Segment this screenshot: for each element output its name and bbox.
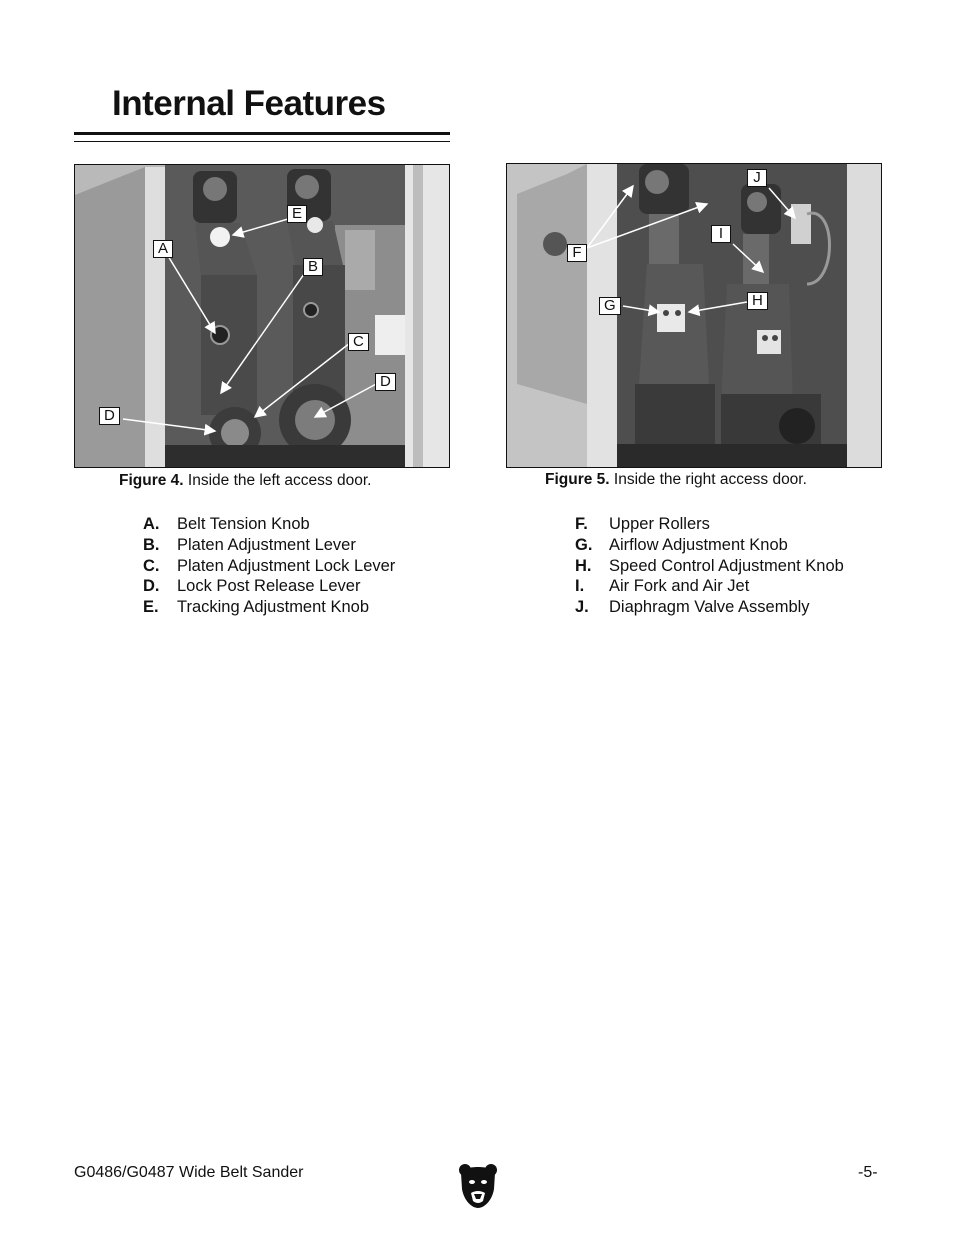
legend-key: H. [575, 556, 592, 575]
legend-label: Upper Rollers [609, 515, 710, 533]
callout-f: F [567, 244, 587, 262]
list-item [575, 556, 844, 577]
list-item [575, 514, 844, 535]
legend-label: Diaphragm Valve Assembly [609, 598, 810, 617]
legend-key: F. [575, 515, 588, 533]
list-item [143, 514, 395, 535]
list-item [575, 535, 844, 556]
figure-4-photo [74, 164, 450, 468]
list-item [143, 535, 395, 556]
callout-i: I [711, 225, 731, 243]
figure-5-photo [506, 163, 882, 468]
legend-key: B. [143, 535, 160, 554]
list-item [143, 556, 395, 577]
figure-4-legend [143, 514, 395, 618]
list-item [575, 576, 844, 597]
legend-label: Belt Tension Knob [177, 515, 310, 533]
callout-h: H [747, 292, 768, 310]
figure-5-caption-text: Inside the right access door. [609, 471, 807, 488]
figure-4-caption [119, 472, 371, 490]
callout-e: E [287, 205, 307, 223]
legend-label: Lock Post Release Lever [177, 577, 361, 596]
callout-d-right: D [375, 373, 396, 391]
legend-key: D. [143, 577, 160, 596]
page-title: Internal Features [112, 84, 386, 123]
callout-j: J [747, 169, 767, 187]
figure-5-caption [545, 471, 807, 489]
callout-a: A [153, 240, 173, 258]
callout-g: G [599, 297, 621, 315]
legend-label: Platen Adjustment Lever [177, 535, 356, 554]
list-item [143, 576, 395, 597]
figure-5-illustration [507, 164, 881, 467]
figure-4-caption-label: Figure 4. [119, 472, 184, 489]
title-rule-thick [74, 132, 450, 135]
callout-c: C [348, 333, 369, 351]
list-item [143, 597, 395, 618]
page-number: -5- [858, 1164, 878, 1181]
callout-d-left: D [99, 407, 120, 425]
legend-label: Platen Adjustment Lock Lever [177, 556, 396, 575]
legend-key: A. [143, 515, 160, 533]
legend-key: J. [575, 598, 589, 617]
title-rule-thin [74, 141, 450, 142]
figure-5-legend [575, 514, 844, 618]
bear-logo-icon [458, 1163, 498, 1209]
legend-key: G. [575, 535, 593, 554]
legend-label: Air Fork and Air Jet [609, 577, 750, 596]
legend-key: I. [575, 577, 585, 596]
callout-b: B [303, 258, 323, 276]
legend-label: Tracking Adjustment Knob [177, 598, 369, 617]
legend-label: Airflow Adjustment Knob [609, 535, 788, 554]
legend-key: E. [143, 598, 159, 617]
figure-5-caption-label: Figure 5. [545, 471, 610, 488]
figure-4-illustration [75, 165, 449, 467]
footer-model-name: G0486/G0487 Wide Belt Sander [74, 1164, 304, 1181]
figure-4-caption-text: Inside the left access door. [183, 472, 372, 489]
legend-key: C. [143, 556, 160, 575]
list-item [575, 597, 844, 618]
legend-label: Speed Control Adjustment Knob [609, 556, 844, 575]
